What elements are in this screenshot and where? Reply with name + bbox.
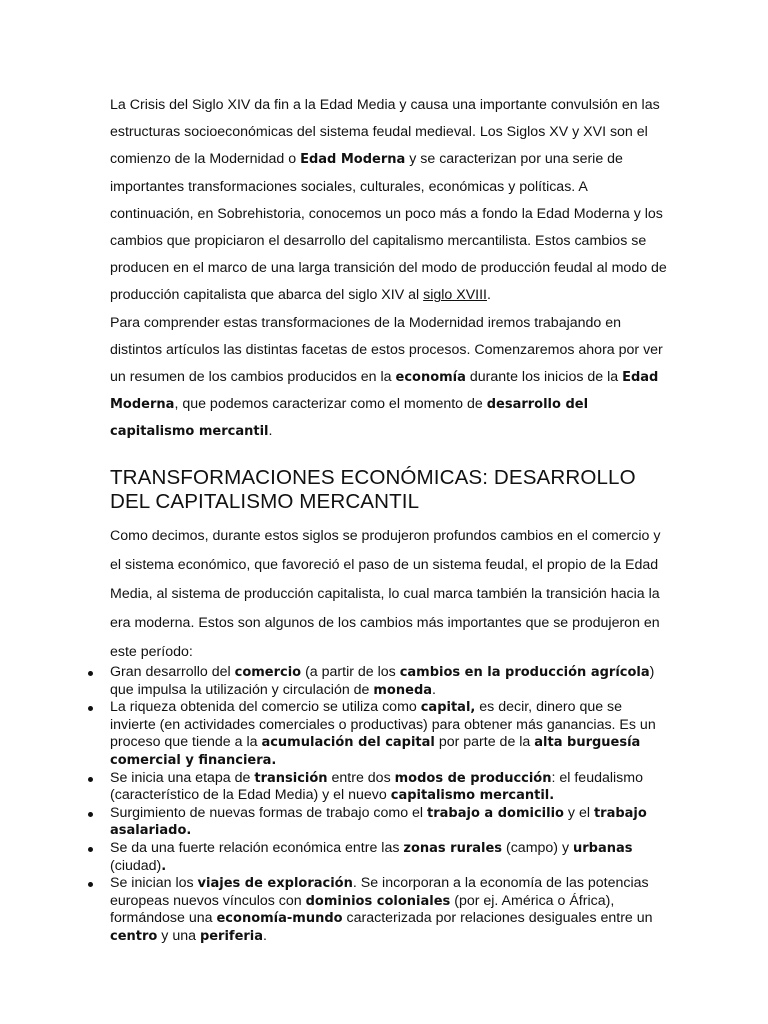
text-run: Surgimiento de nuevas formas de trabajo como el — [110, 804, 428, 821]
section-heading: TRANSFORMACIONES ECONÓMICAS: DESARROLLO DEL CAPITALISMO MERCANTIL — [110, 466, 636, 513]
text-run: (por ej. América o África), formándose una — [110, 892, 615, 927]
text-run: y el — [563, 804, 594, 821]
bold-term: dominios coloniales — [305, 893, 451, 909]
text-run: . — [486, 287, 491, 304]
section-paragraph: Como decimos, durante estos siglos se produjeron profundos cambios en el comercio y el sistema económico, que favoreció el paso de un sistema feudal, el propio de la Edad Media, al sistema de producción capitalista, lo cual marca también la transición hacia la era moderna. Estos son algunos de los cambios más importantes que se produjeron en este período: — [110, 528, 661, 660]
text-run: caracterizada por relaciones desiguales entre un — [342, 910, 653, 927]
text-run: : el feudalismo (característico de la Edad Media) y el nuevo — [110, 769, 643, 804]
bold-term: trabajo a domicilio — [427, 805, 564, 821]
text-run: (campo) y — [502, 839, 573, 856]
list-item — [110, 664, 670, 699]
text-run: Se da una fuerte relación económica entre las — [110, 839, 404, 856]
bold-term: viajes de exploración — [197, 876, 353, 892]
bold-term: periferia — [199, 928, 264, 944]
list-item — [110, 805, 670, 840]
bold-term: cambios en la producción agrícola — [399, 665, 650, 680]
text-run: . Se incorporan a la economía de las potencias europeas nuevos vínculos con — [110, 875, 649, 909]
text-run: Gran desarrollo del — [110, 664, 235, 680]
changes-list — [110, 664, 670, 946]
text-run: (ciudad) — [110, 857, 162, 874]
list-item — [110, 699, 670, 769]
text-run: Se inicia una etapa de — [110, 769, 255, 786]
text-run: es decir, dinero que se invierte (en actividades comerciales o productivas) para obtener más ganancias. Es un proceso que tiende a la — [110, 699, 656, 751]
list-item — [110, 840, 670, 875]
text-run: La riqueza obtenida del comercio se utiliza como — [110, 699, 421, 716]
bold-term: urbanas — [573, 840, 633, 856]
bold-term: capital, — [420, 700, 476, 716]
bold-term: economía — [395, 370, 466, 386]
intro-section — [110, 92, 670, 446]
bold-term: capitalismo mercantil. — [390, 788, 555, 804]
text-run: . — [268, 423, 273, 440]
bold-term: comercio — [234, 665, 302, 680]
list-item — [110, 875, 670, 945]
bold-term: modos de producción — [394, 770, 552, 786]
bold-term: acumulación del capital — [261, 735, 435, 751]
text-run: Para comprender estas transformaciones de la Modernidad iremos trabajando en distintos artículos las distintas facetas de estos procesos. Comenzaremos ahora por ver un resumen de los cambios producidos en la — [110, 314, 663, 386]
bold-term: desarrollo del capitalismo mercantil — [110, 397, 589, 440]
bold-term: zonas rurales — [403, 840, 503, 856]
intro-paragraph-2 — [110, 310, 670, 446]
siglo-xviii-link[interactable]: siglo XVIII — [423, 287, 487, 304]
list-item — [110, 770, 670, 805]
text-run: (a partir de los — [301, 664, 400, 680]
bold-term: centro — [110, 928, 158, 944]
bold-term: Edad Moderna — [300, 152, 406, 168]
text-run: durante los inicios de la — [465, 369, 623, 386]
text-run: . — [263, 927, 267, 944]
bold-term: trabajo asalariado. — [110, 805, 647, 839]
text-run: . — [432, 681, 436, 698]
text-run: entre dos — [327, 769, 395, 786]
bold-term: moneda — [373, 682, 433, 698]
text-run: y una — [157, 927, 200, 944]
text-run: ) que impulsa la utilización y circulación de — [110, 664, 655, 698]
text-run: y se caracterizan por una serie de importantes transformaciones sociales, culturales, económicas y políticas. A continuación, en Sobrehistoria, conocemos un poco más a fondo la Edad Moderna y los cambios que propiciaron el desarrollo del capitalismo mercantilista. Estos cambios se producen en el marco de una larga transición del modo de producción feudal al modo de producción capitalista que abarca del siglo XIV al — [110, 151, 667, 304]
bold-term: transición — [254, 770, 328, 786]
text-run: Se inician los — [110, 875, 198, 892]
bold-term: alta burguesía comercial y financiera. — [110, 735, 641, 768]
bold-term: Edad Moderna — [110, 370, 659, 413]
intro-paragraph-1 — [110, 92, 670, 310]
text-run: por parte de la — [434, 734, 535, 751]
bold-term: . — [161, 858, 167, 874]
bold-term: economía-mundo — [216, 911, 343, 927]
text-run: , que podemos caracterizar como el momento de — [174, 396, 487, 413]
text-run: La Crisis del Siglo XIV da fin a la Edad Media y causa una importante convulsión en las estructuras socioeconómicas del sistema feudal medieval. Los Siglos XV y XVI son el comienzo de la Modernidad o — [110, 97, 660, 168]
